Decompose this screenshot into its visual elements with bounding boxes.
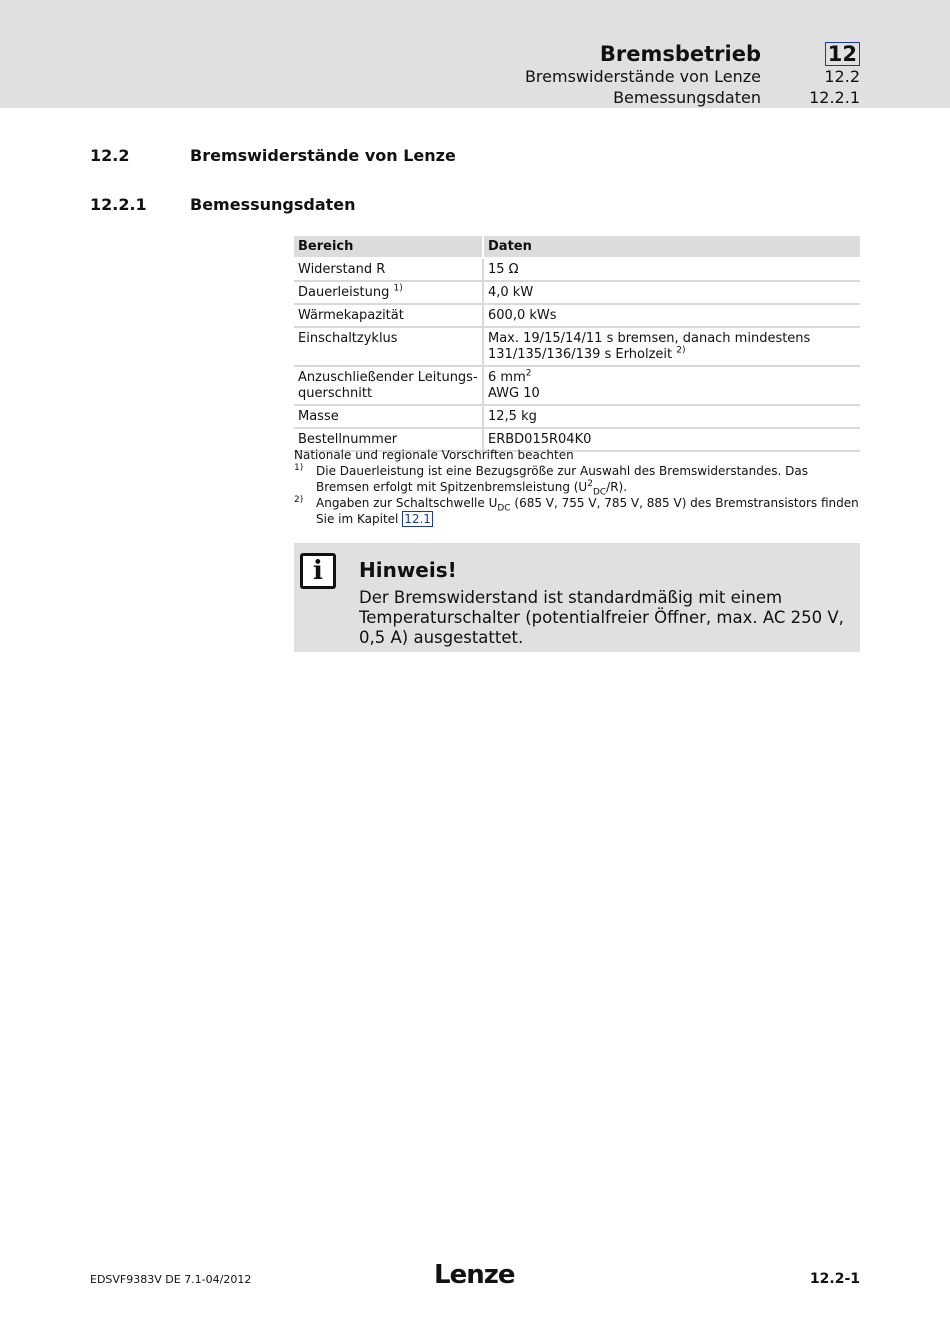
info-icon: i [300,553,336,589]
subsection-title: Bemessungsdaten [613,88,761,107]
lenze-logo: Lenze [434,1260,515,1290]
document-id: EDSVF9383V DE 7.1-04/2012 [90,1273,252,1286]
subsection-number: 12.2.1 [809,88,860,107]
table-row: Bestellnummer ERBD015R04K0 [294,429,860,452]
page-number: 12.2-1 [809,1271,860,1287]
table-row: Wärmekapazität 600,0 kWs [294,305,860,328]
hint-title: Hinweis! [359,558,457,582]
subsection-heading: 12.2.1 Bemessungsdaten [90,195,356,214]
table-row: Dauerleistung $^{1)}$ 4,0 kW [294,282,860,305]
section-heading: 12.2 Bremswiderstände von Lenze [90,146,456,165]
footnote-2: 2) Angaben zur Schaltschwelle $U_{DC}$ (685 V, 755 V, 785 V, 885 V) des Bremstransistors finden Sie im Kapitel 12.1 [294,495,859,526]
footnote-1: 1) Die Dauerleistung ist eine Bezugsgröße zur Auswahl des Bremswiderstandes. Das Bremsen erfolgt mit Spitzenbremsleistung $(U^2_{DC}/R)$. [294,463,808,498]
table-row: Einschaltzyklus Max. 19/15/14/11 s bremsen, danach mindestens 131/135/136/139 s Erholzeit $^{2)}$ [294,328,860,367]
rating-data-table [294,236,860,452]
table-footnotes [294,447,864,527]
chapter-number-link[interactable]: 12 [825,42,860,66]
section-title: Bremswiderstände von Lenze [524,67,761,86]
general-note: Nationale und regionale Vorschriften beachten [294,448,574,462]
table-header-row: Bereich Daten [294,236,860,259]
hint-box [294,543,860,652]
page-header [0,0,950,108]
chapter-title: Bremsbetrieb [599,42,761,66]
chapter-12-1-link[interactable]: 12.1 [404,512,431,526]
table-row: Masse 12,5 kg [294,406,860,429]
table-row: Anzuschließender Leitungs- querschnitt 6 $mm^2$ AWG 10 [294,367,860,406]
section-number: 12.2 [824,67,860,86]
table-row: Widerstand R 15 Ω [294,259,860,282]
hint-text: Der Bremswiderstand ist standardmäßig mit einem Temperaturschalter (potentialfreier Öffner, max. AC 250 V, 0,5 A) ausgestattet. [359,588,844,647]
